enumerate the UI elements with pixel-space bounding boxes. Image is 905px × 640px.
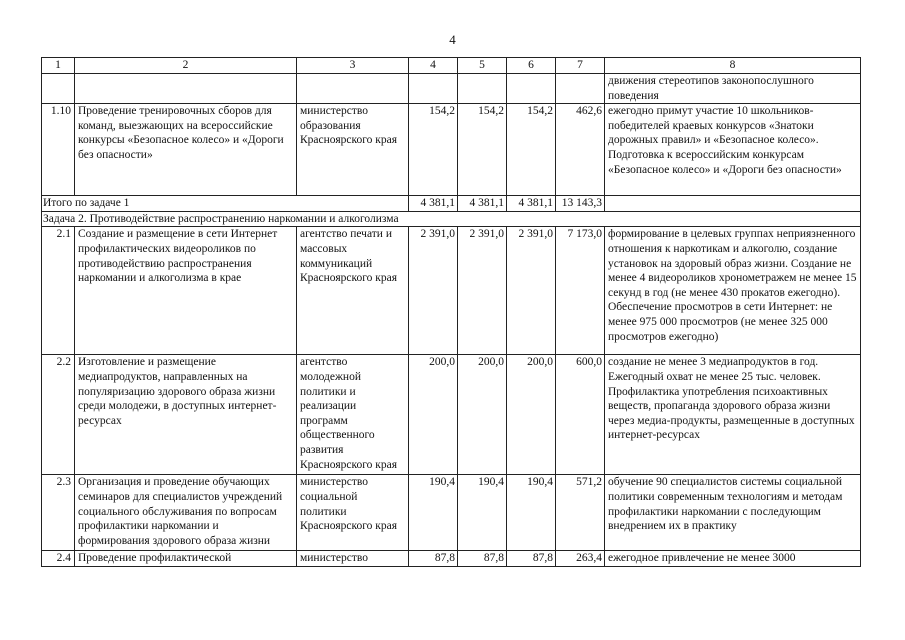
- value-cell: 200,0: [507, 355, 556, 475]
- total-value: 4 381,1: [507, 196, 556, 212]
- value-cell: 190,4: [409, 475, 458, 551]
- executor-cell: министерство социальной политики Красноярского края: [297, 475, 409, 551]
- measure-cell: Проведение профилактической: [75, 551, 297, 567]
- value-cell: 200,0: [409, 355, 458, 475]
- value-cell: 2 391,0: [458, 227, 507, 355]
- total-value: 4 381,1: [458, 196, 507, 212]
- executor-cell: министерство: [297, 551, 409, 567]
- value-cell: 462,6: [556, 104, 605, 196]
- table-row: [42, 355, 861, 475]
- total-row: [42, 196, 861, 212]
- executor-cell: агентство молодежной политики и реализации программ общественного развития Красноярского края: [297, 355, 409, 475]
- value-cell: 600,0: [556, 355, 605, 475]
- col-8-header: 8: [605, 58, 861, 74]
- program-table: [41, 57, 861, 567]
- row-index: 2.2: [42, 355, 75, 475]
- executor-cell: министерство образования Красноярского края: [297, 104, 409, 196]
- row-index: 1.10: [42, 104, 75, 196]
- page-number: 4: [449, 32, 456, 47]
- total-value: 13 143,3: [556, 196, 605, 212]
- value-cell: 87,8: [507, 551, 556, 567]
- task-heading-row: [42, 211, 861, 227]
- table-row: [42, 475, 861, 551]
- value-cell: 87,8: [409, 551, 458, 567]
- result-cell: обучение 90 специалистов системы социальной политики современным технологиям и методам профилактики наркомании с последующим внедрением их в практику: [605, 475, 861, 551]
- col-4-header: 4: [409, 58, 458, 74]
- measure-cell: Проведение тренировочных сборов для команд, выезжающих на всероссийские конкурсы «Безопасное колесо» и «Дороги без опасности»: [75, 104, 297, 196]
- value-cell: 190,4: [507, 475, 556, 551]
- value-cell: 7 173,0: [556, 227, 605, 355]
- col-5-header: 5: [458, 58, 507, 74]
- executor-cell: агентство печати и массовых коммуникаций Красноярского края: [297, 227, 409, 355]
- result-cell: формирование в целевых группах неприязненного отношения к наркотикам и алкоголю, создание установок на здоровый образ жизни. Создание не менее 4 видеороликов хронометражем не менее 15 секунд в год (не менее 430 прокатов ежегодно). Обеспечение просмотров в сети Интернет: не менее 975 000 просмотров (не менее 325 000 просмотров ежегодно): [605, 227, 861, 355]
- measure-cell: Создание и размещение в сети Интернет профилактических видеороликов по противодействию распространения наркомании и алкоголизма в крае: [75, 227, 297, 355]
- value-cell: 154,2: [409, 104, 458, 196]
- measure-cell: Организация и проведение обучающих семинаров для специалистов учреждений социального обслуживания по вопросам профилактики наркомании и формирования здорового образа жизни: [75, 475, 297, 551]
- continuation-row: [42, 74, 861, 104]
- value-cell: 87,8: [458, 551, 507, 567]
- value-cell: 200,0: [458, 355, 507, 475]
- col-3-header: 3: [297, 58, 409, 74]
- result-cell: ежегодно примут участие 10 школьников-победителей краевых конкурсов «Знатоки дорожных правил» и «Безопасное колесо». Подготовка к всероссийским конкурсам «Безопасное колесо» и «Дороги без опасности»: [605, 104, 861, 196]
- value-cell: 190,4: [458, 475, 507, 551]
- col-2-header: 2: [75, 58, 297, 74]
- table-row: [42, 551, 861, 567]
- value-cell: 2 391,0: [409, 227, 458, 355]
- row-index: 2.1: [42, 227, 75, 355]
- value-cell: 154,2: [507, 104, 556, 196]
- task-heading: Задача 2. Противодействие распространению наркомании и алкоголизма: [42, 211, 861, 227]
- column-number-row: [42, 58, 861, 74]
- col-6-header: 6: [507, 58, 556, 74]
- col-7-header: 7: [556, 58, 605, 74]
- value-cell: 571,2: [556, 475, 605, 551]
- measure-cell: Изготовление и размещение медиапродуктов, направленных на популяризацию здорового образа жизни среди молодежи, в доступных интернет-ресурсах: [75, 355, 297, 475]
- table-row: [42, 104, 861, 196]
- value-cell: 154,2: [458, 104, 507, 196]
- total-value: 4 381,1: [409, 196, 458, 212]
- table-row: [42, 227, 861, 355]
- result-cell: создание не менее 3 медиапродуктов в год. Ежегодный охват не менее 25 тыс. человек. Профилактика употребления психоактивных веществ, пропаганда здорового образа жизни через медиа-продукты, размещенные в доступных интернет-ресурсах: [605, 355, 861, 475]
- total-label: Итого по задаче 1: [42, 196, 409, 212]
- value-cell: 2 391,0: [507, 227, 556, 355]
- col-1-header: 1: [42, 58, 75, 74]
- result-cell: движения стереотипов законопослушного поведения: [605, 74, 861, 104]
- row-index: 2.3: [42, 475, 75, 551]
- row-index: 2.4: [42, 551, 75, 567]
- result-cell: ежегодное привлечение не менее 3000: [605, 551, 861, 567]
- value-cell: 263,4: [556, 551, 605, 567]
